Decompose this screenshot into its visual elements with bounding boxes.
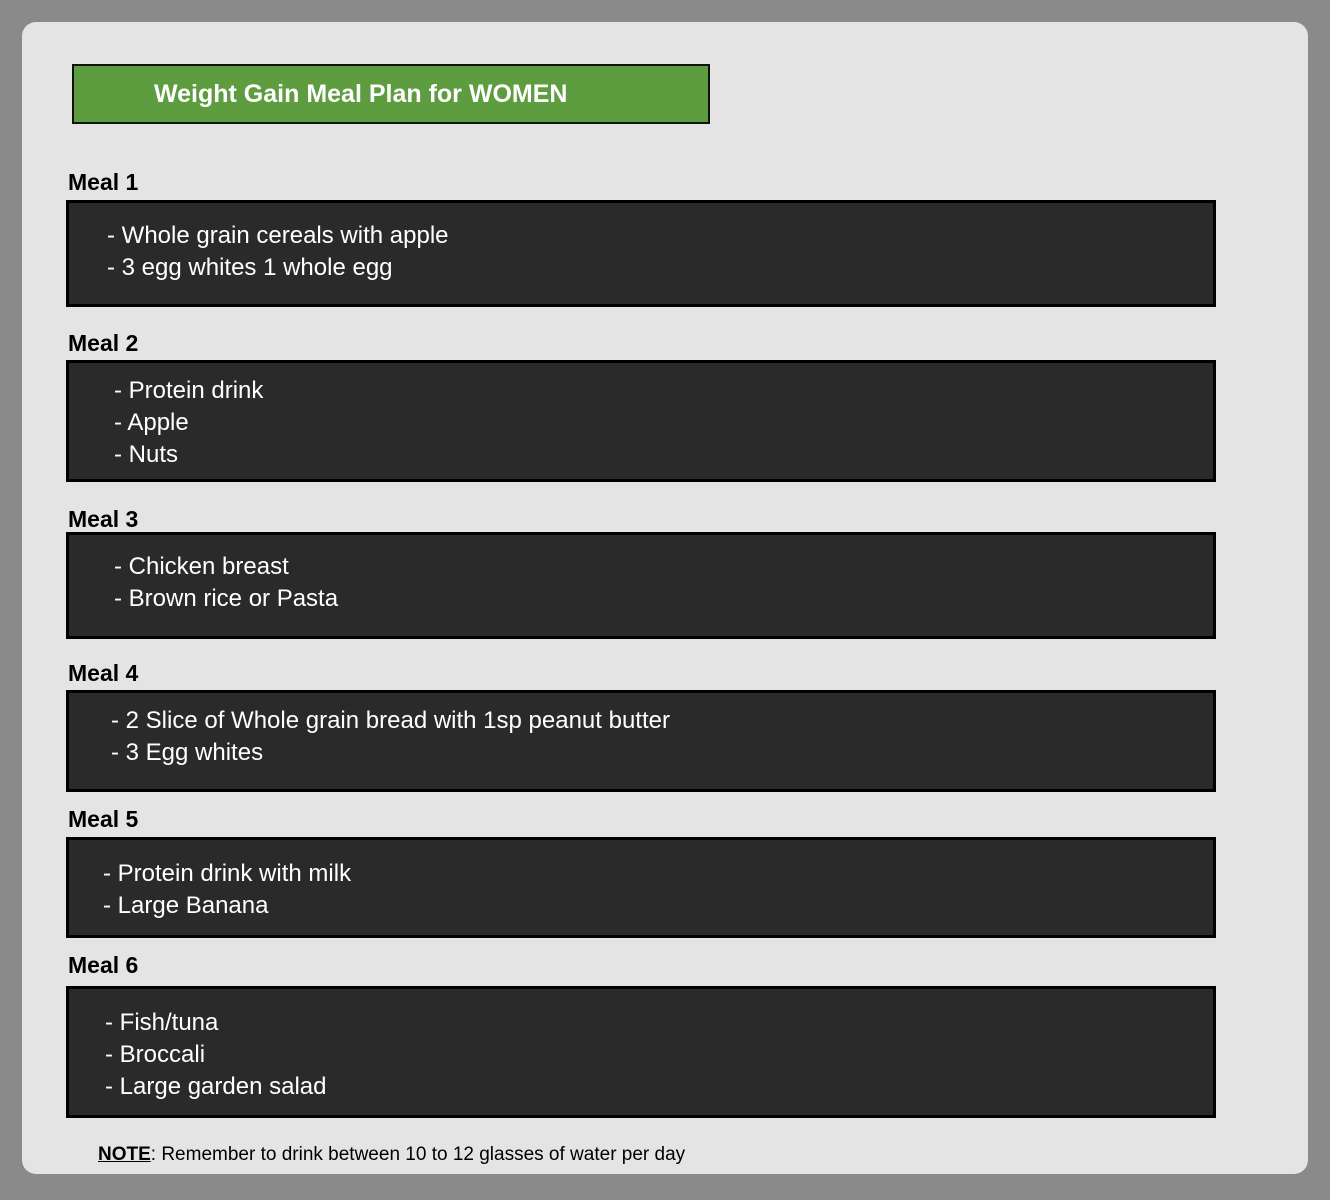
water-note xyxy=(98,1143,685,1167)
list-item: - Protein drink xyxy=(114,377,264,404)
list-item: - Broccali xyxy=(105,1041,206,1068)
meal-2-items xyxy=(114,375,1213,471)
list-item: - Whole grain cereals with apple xyxy=(107,222,449,249)
list-item: - Chicken breast xyxy=(114,553,289,580)
meal-plan-card xyxy=(22,22,1308,1174)
meal-5-heading: Meal 5 xyxy=(68,806,139,832)
meal-3-box xyxy=(66,532,1216,639)
meal-2-box xyxy=(66,360,1216,482)
meal-4-heading: Meal 4 xyxy=(68,660,139,686)
list-item: - Fish/tuna xyxy=(105,1009,219,1036)
meal-4-box xyxy=(66,690,1216,792)
meal-1-items xyxy=(107,220,1213,284)
meal-5-items xyxy=(103,858,1213,922)
meal-4-items xyxy=(111,705,1213,769)
meal-1-heading: Meal 1 xyxy=(68,169,139,195)
meal-5-box xyxy=(66,837,1216,938)
note-label: NOTE xyxy=(98,1144,151,1165)
list-item: - 2 Slice of Whole grain bread with 1sp peanut butter xyxy=(111,707,670,734)
title-banner xyxy=(72,64,710,124)
meal-6-items xyxy=(105,1007,1213,1103)
meal-6-heading: Meal 6 xyxy=(68,952,139,978)
list-item: - Large Banana xyxy=(103,892,269,919)
list-item: - Nuts xyxy=(114,441,179,468)
list-item: - Apple xyxy=(114,409,189,436)
meal-3-heading: Meal 3 xyxy=(68,506,139,532)
meal-1-box xyxy=(66,200,1216,307)
list-item: - 3 Egg whites xyxy=(111,739,264,766)
list-item: - 3 egg whites 1 whole egg xyxy=(107,254,393,281)
meal-2-heading: Meal 2 xyxy=(68,330,139,356)
meal-6-box xyxy=(66,986,1216,1118)
meal-3-items xyxy=(114,551,1213,615)
list-item: - Protein drink with milk xyxy=(103,860,352,887)
list-item: - Brown rice or Pasta xyxy=(114,585,339,612)
note-text: : Remember to drink between 10 to 12 glasses of water per day xyxy=(150,1144,686,1165)
page-title: Weight Gain Meal Plan for WOMEN xyxy=(154,80,568,108)
list-item: - Large garden salad xyxy=(105,1073,327,1100)
